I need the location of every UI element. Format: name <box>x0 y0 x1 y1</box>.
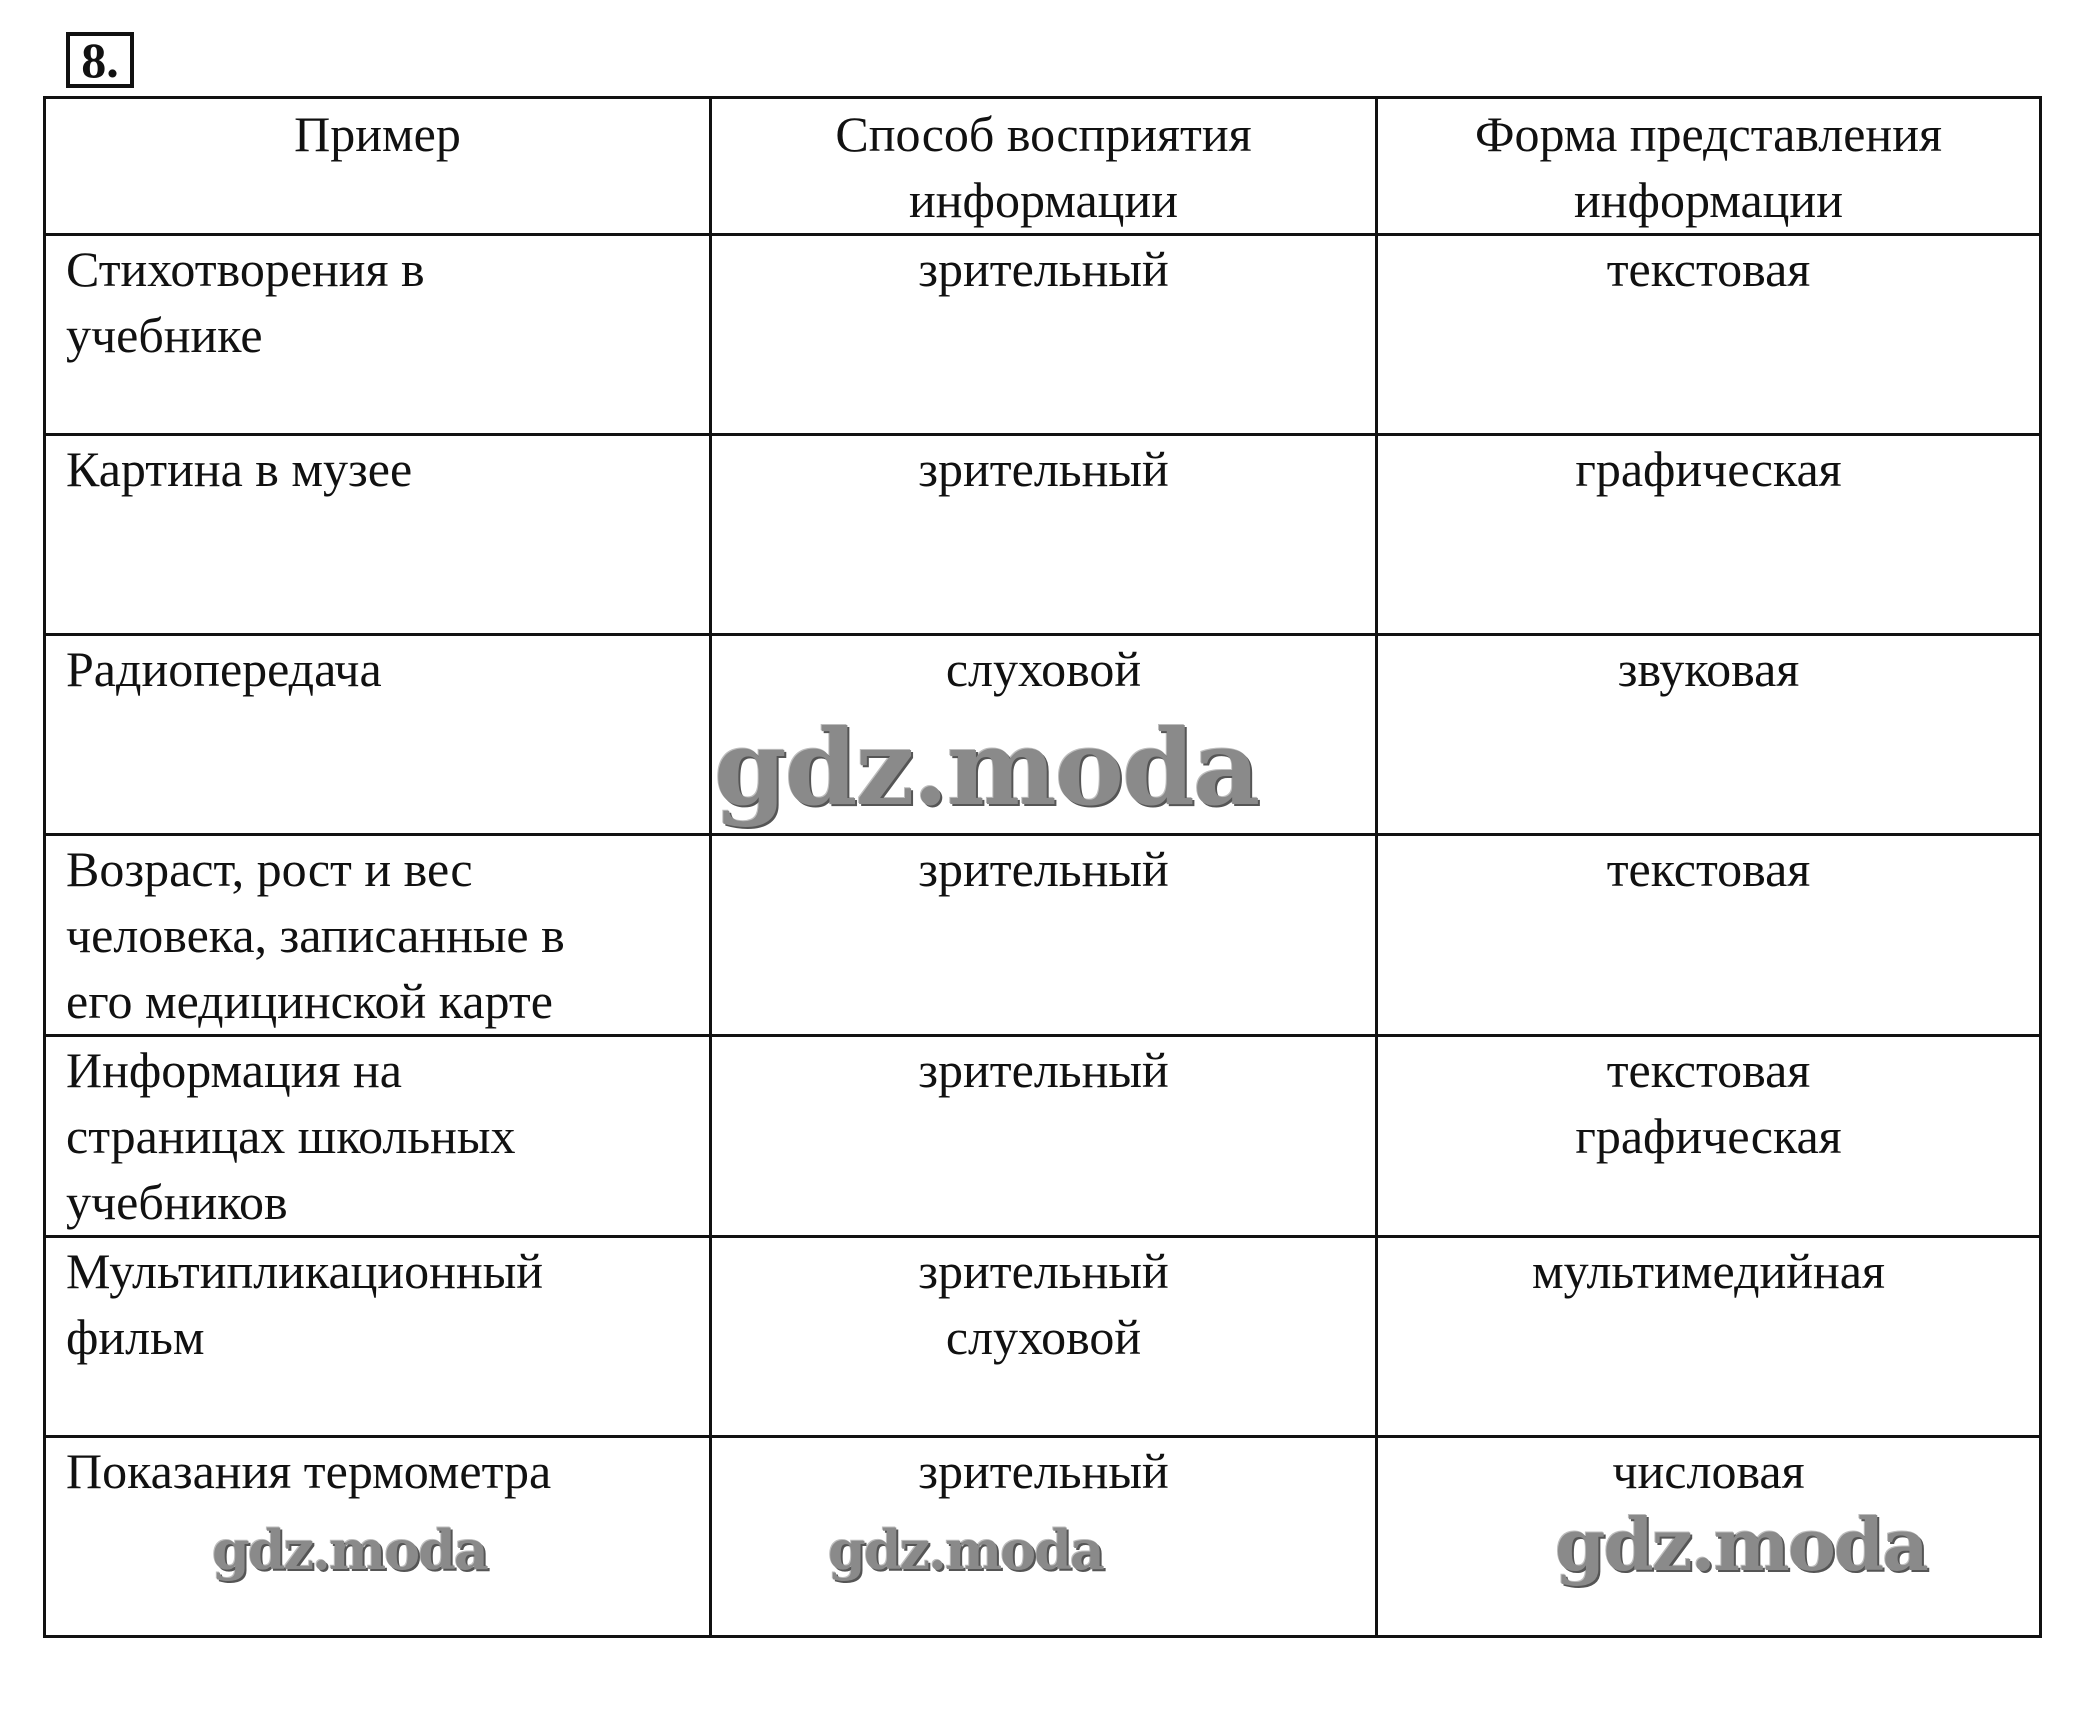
cell-example: Показания термометра <box>45 1437 711 1637</box>
cell-form: текстовая графическая <box>1377 1036 2041 1237</box>
header-perception: Способ восприятия информации <box>711 98 1377 235</box>
task-number: 8. <box>66 32 134 88</box>
cell-perception: зрительный <box>711 835 1377 1036</box>
table-row <box>45 1036 2041 1237</box>
cell-form: графическая <box>1377 435 2041 635</box>
cell-example: Картина в музее <box>45 435 711 635</box>
table-row <box>45 435 2041 635</box>
cell-example: Возраст, рост и вес человека, записанные в его медицинской карте <box>45 835 711 1036</box>
table-row <box>45 1437 2041 1637</box>
header-form: Форма представления информации <box>1377 98 2041 235</box>
watermark: gdz.moda <box>212 1518 487 1582</box>
cell-perception: зрительный <box>711 235 1377 435</box>
cell-perception: зрительный слуховой <box>711 1237 1377 1437</box>
header-example: Пример <box>45 98 711 235</box>
watermark: gdz.moda <box>1555 1502 1927 1587</box>
cell-perception: зрительный <box>711 1036 1377 1237</box>
cell-example: Стихотворения в учебнике <box>45 235 711 435</box>
table-row <box>45 235 2041 435</box>
table-header-row <box>45 98 2041 235</box>
cell-form: текстовая <box>1377 835 2041 1036</box>
table-row <box>45 1237 2041 1437</box>
cell-perception: слуховой <box>711 635 1377 835</box>
cell-form: мультимедийная <box>1377 1237 2041 1437</box>
cell-form: звуковая <box>1377 635 2041 835</box>
cell-example: Радиопередача <box>45 635 711 835</box>
answer-table <box>43 96 2042 1638</box>
cell-perception: зрительный <box>711 435 1377 635</box>
watermark: gdz.moda <box>714 706 1259 829</box>
watermark: gdz.moda <box>828 1518 1103 1582</box>
table-row <box>45 835 2041 1036</box>
cell-example: Информация на страницах школьных учебников <box>45 1036 711 1237</box>
cell-perception: зрительный <box>711 1437 1377 1637</box>
cell-example: Мультипликационный фильм <box>45 1237 711 1437</box>
cell-form: текстовая <box>1377 235 2041 435</box>
table-row <box>45 635 2041 835</box>
cell-form: числовая <box>1377 1437 2041 1637</box>
